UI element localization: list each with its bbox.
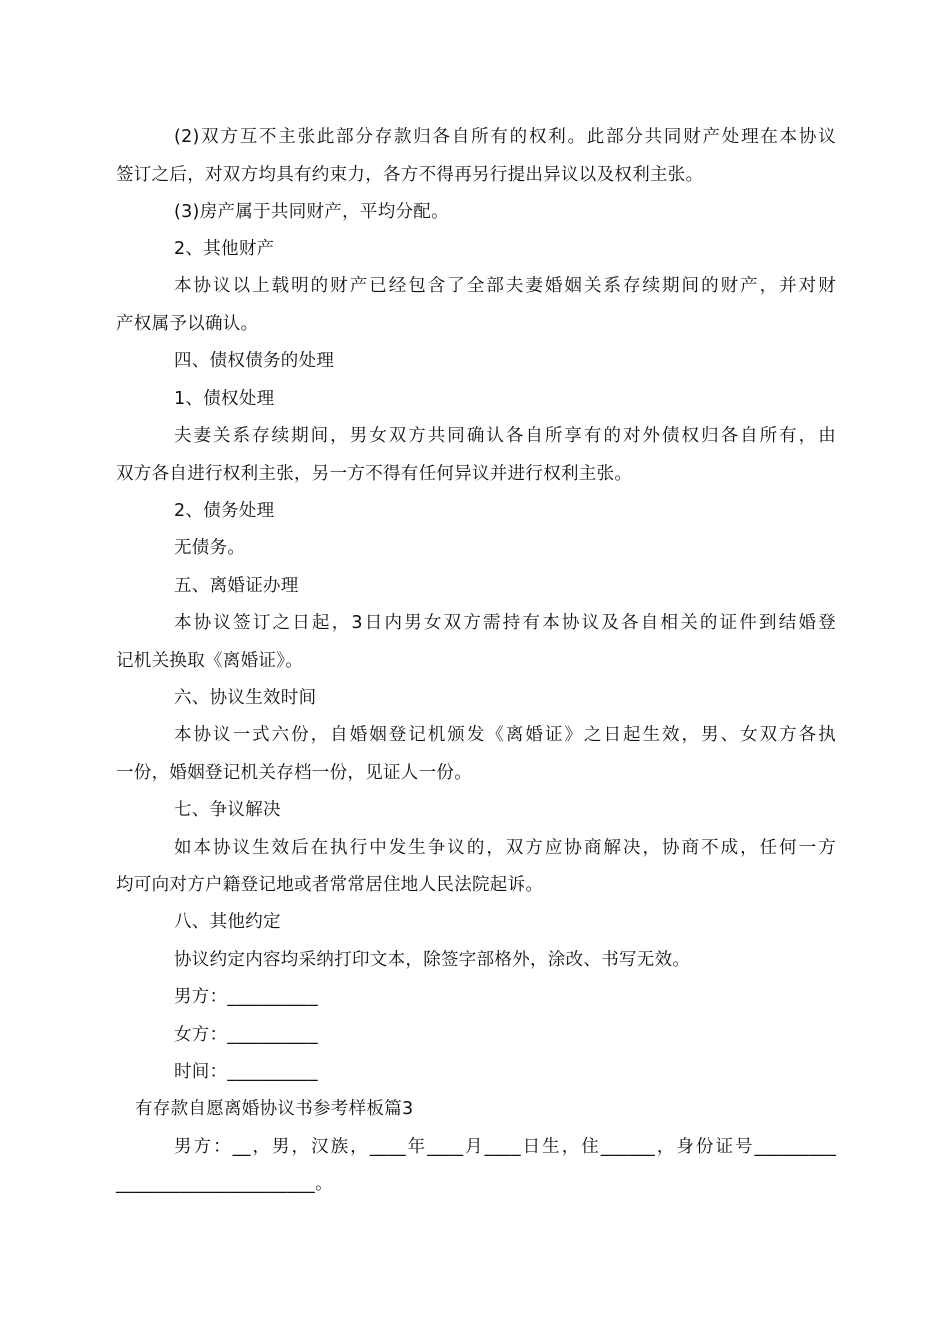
section-heading: 八、其他约定 (174, 912, 281, 932)
signature-line-male: 男方：__________ (174, 987, 318, 1007)
paragraph-line: 男方：__，男，汉族，____年____月____日生，住______，身份证号_________ (174, 1137, 836, 1157)
paragraph-line: 夫妻关系存续期间，男女双方共同确认各自所享有的对外债权归各自所有，由 (174, 426, 836, 446)
section-heading: 七、争议解决 (174, 800, 281, 820)
section-heading: 2、债务处理 (174, 501, 275, 521)
paragraph-line: 一份，婚姻登记机关存档一份，见证人一份。 (116, 763, 472, 783)
section-heading: 五、离婚证办理 (174, 576, 299, 596)
paragraph-line: 均可向对方户籍登记地或者常常居住地人民法院起诉。 (116, 875, 544, 895)
paragraph-line: 本协议一式六份，自婚姻登记机颁发《离婚证》之日起生效，男、女双方各执 (174, 725, 836, 745)
paragraph-line: (2)双方互不主张此部分存款归各自所有的权利。此部分共同财产处理在本协议 (174, 127, 836, 147)
paragraph-line: 如本协议生效后在执行中发生争议的，双方应协商解决，协商不成，任何一方 (174, 838, 836, 858)
section-heading: 六、协议生效时间 (174, 688, 317, 708)
paragraph-line: 产权属予以确认。 (116, 314, 259, 334)
paragraph-line: 记机关换取《离婚证》。 (116, 651, 304, 671)
signature-line-female: 女方：__________ (174, 1025, 318, 1045)
paragraph-line: 本协议签订之日起，3日内男女双方需持有本协议及各自相关的证件到结婚登 (174, 613, 836, 633)
section-heading: 2、其他财产 (174, 239, 275, 259)
paragraph-line: 签订之后，对双方均具有约束力，各方不得再另行提出异议以及权利主张。 (116, 165, 704, 185)
paragraph-line: ______________________。 (116, 1174, 333, 1194)
paragraph-line: 无债务。 (174, 538, 246, 558)
signature-line-date: 时间：__________ (174, 1062, 318, 1082)
section-title: 有存款自愿离婚协议书参考样板篇3 (135, 1099, 414, 1119)
paragraph-line: 协议约定内容均采纳打印文本，除签字部格外，涂改、书写无效。 (174, 950, 691, 970)
paragraph-line: (3)房产属于共同财产，平均分配。 (174, 202, 449, 222)
section-heading: 1、债权处理 (174, 389, 275, 409)
paragraph-line: 本协议以上载明的财产已经包含了全部夫妻婚姻关系存续期间的财产，并对财 (174, 276, 836, 296)
paragraph-line: 双方各自进行权利主张，另一方不得有任何异议并进行权利主张。 (116, 464, 633, 484)
section-heading: 四、债权债务的处理 (174, 351, 335, 371)
